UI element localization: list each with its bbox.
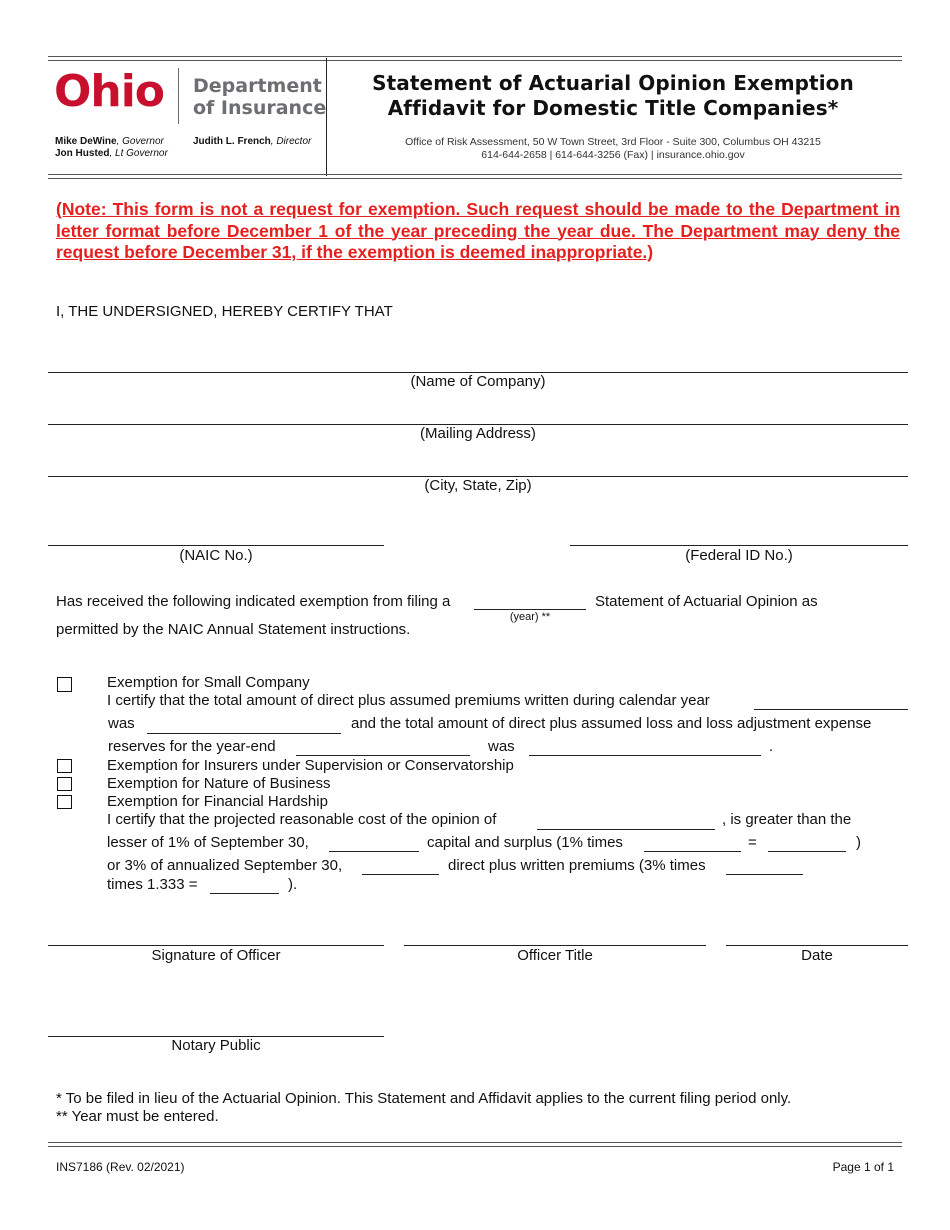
- premiums-input[interactable]: [726, 874, 803, 875]
- footer-rule: [48, 1142, 902, 1147]
- footnote-two: ** Year must be entered.: [56, 1108, 219, 1125]
- dept-line-2: of Insurance: [193, 97, 327, 119]
- director-title: , Director: [270, 136, 312, 147]
- exemption-note: (Note: This form is not a request for exemption. Such request should be made to the Department in letter format before December 1 of the year preceding the year due. The Department may deny the request before December 31, if the exemption is deemed inappropriate.): [56, 199, 900, 262]
- governor-block: [55, 136, 168, 160]
- capital-surplus-input[interactable]: [644, 851, 741, 852]
- city-state-zip-label: (City, State, Zip): [424, 477, 532, 494]
- opinion-cost-input[interactable]: [537, 829, 715, 830]
- one-percent-result-input[interactable]: [768, 851, 846, 852]
- equals-sign: =: [748, 834, 757, 851]
- hardship-line-1b: , is greater than the: [722, 811, 852, 828]
- sept30-year-input-1[interactable]: [329, 851, 419, 852]
- three-percent-result-input[interactable]: [210, 893, 279, 894]
- dept-line-1: Department: [193, 75, 322, 97]
- exemption-line-1b: Statement of Actuarial Opinion as: [595, 593, 818, 610]
- director-block: [193, 136, 311, 148]
- hardship-line-2a: lesser of 1% of September 30,: [107, 834, 309, 851]
- certify-statement: I, THE UNDERSIGNED, HEREBY CERTIFY THAT: [56, 303, 393, 320]
- officer-title-line[interactable]: [404, 945, 706, 946]
- naic-no-line[interactable]: [48, 545, 384, 546]
- year-end-input[interactable]: [296, 755, 470, 756]
- small-company-line-1: I certify that the total amount of direct plus assumed premiums written during calendar year: [107, 692, 710, 709]
- nature-of-business-label: Exemption for Nature of Business: [107, 775, 331, 792]
- director-name: Judith L. French: [193, 136, 271, 147]
- financial-hardship-label: Exemption for Financial Hardship: [107, 793, 328, 810]
- governor-title: , Governor: [116, 136, 164, 147]
- form-title: [330, 71, 896, 121]
- ohio-logo: [54, 66, 166, 122]
- lt-governor-title: , Lt Governor: [109, 148, 168, 159]
- close-paren: ): [856, 834, 861, 851]
- supervision-exemption-label: Exemption for Insurers under Supervision or Conservatorship: [107, 757, 514, 774]
- reserves-amount-input[interactable]: [529, 755, 761, 756]
- reserves-label: reserves for the year-end: [108, 738, 276, 755]
- federal-id-line[interactable]: [570, 545, 908, 546]
- calendar-year-input[interactable]: [754, 709, 908, 710]
- sept30-year-input-2[interactable]: [362, 874, 439, 875]
- address-line: Office of Risk Assessment, 50 W Town Street, 3rd Floor - Suite 300, Columbus OH 43215: [405, 136, 821, 148]
- governor-line: [55, 136, 168, 148]
- logo-divider: [178, 68, 179, 124]
- small-company-title: Exemption for Small Company: [107, 674, 310, 691]
- header-bottom-rule: [48, 174, 902, 179]
- small-company-line-2b: and the total amount of direct plus assumed loss and loss adjustment expense: [351, 715, 872, 732]
- notary-label: Notary Public: [171, 1037, 261, 1054]
- supervision-checkbox[interactable]: [57, 759, 72, 773]
- nature-of-business-checkbox[interactable]: [57, 777, 72, 791]
- hardship-line-3a: or 3% of annualized September 30,: [107, 857, 343, 874]
- premiums-written-input[interactable]: [147, 733, 341, 734]
- form-id: INS7186 (Rev. 02/2021): [56, 1160, 185, 1174]
- small-company-checkbox[interactable]: [57, 677, 72, 692]
- reserves-period: .: [769, 738, 774, 755]
- hardship-line-4b: ).: [288, 876, 298, 893]
- year-input-line[interactable]: [474, 609, 586, 610]
- officer-signature-label: Signature of Officer: [151, 947, 281, 964]
- contact-line: 614-644-2658 | 614-644-3256 (Fax) | insurance.ohio.gov: [481, 149, 745, 161]
- year-label: (year) **: [509, 611, 551, 623]
- was-label-2: was: [488, 738, 515, 755]
- page-number: Page 1 of 1: [832, 1160, 894, 1174]
- hardship-line-3b: direct plus written premiums (3% times: [448, 857, 706, 874]
- ohio-logo-text: Ohio: [54, 66, 165, 117]
- office-address: [330, 136, 896, 162]
- header-top-rule: [48, 56, 902, 61]
- department-name: [193, 75, 326, 119]
- exemption-line-1a: Has received the following indicated exemption from filing a: [56, 593, 451, 610]
- date-label: Date: [801, 947, 833, 964]
- officer-signature-line[interactable]: [48, 945, 384, 946]
- hardship-line-1a: I certify that the projected reasonable cost of the opinion of: [107, 811, 497, 828]
- hardship-line-4a: times 1.333 =: [107, 876, 198, 893]
- naic-no-label: (NAIC No.): [179, 547, 253, 564]
- lt-governor-line: [55, 148, 168, 160]
- footnote-one: * To be filed in lieu of the Actuarial Opinion. This Statement and Affidavit applies to the current filing period only.: [56, 1090, 792, 1107]
- was-label-1: was: [108, 715, 135, 732]
- lt-governor-name: Jon Husted: [55, 148, 110, 159]
- hardship-line-2b: capital and surplus (1% times: [427, 834, 623, 851]
- company-name-label: (Name of Company): [410, 373, 546, 390]
- form-title-line-1: Statement of Actuarial Opinion Exemption: [372, 71, 854, 95]
- financial-hardship-checkbox[interactable]: [57, 795, 72, 809]
- date-line[interactable]: [726, 945, 908, 946]
- officer-title-label: Officer Title: [517, 947, 593, 964]
- form-title-line-2: Affidavit for Domestic Title Companies*: [387, 96, 839, 120]
- federal-id-label: (Federal ID No.): [685, 547, 793, 564]
- mailing-address-label: (Mailing Address): [420, 425, 536, 442]
- governor-name: Mike DeWine: [55, 136, 117, 147]
- header-vertical-divider: [326, 58, 327, 176]
- exemption-line-2: permitted by the NAIC Annual Statement instructions.: [56, 621, 411, 638]
